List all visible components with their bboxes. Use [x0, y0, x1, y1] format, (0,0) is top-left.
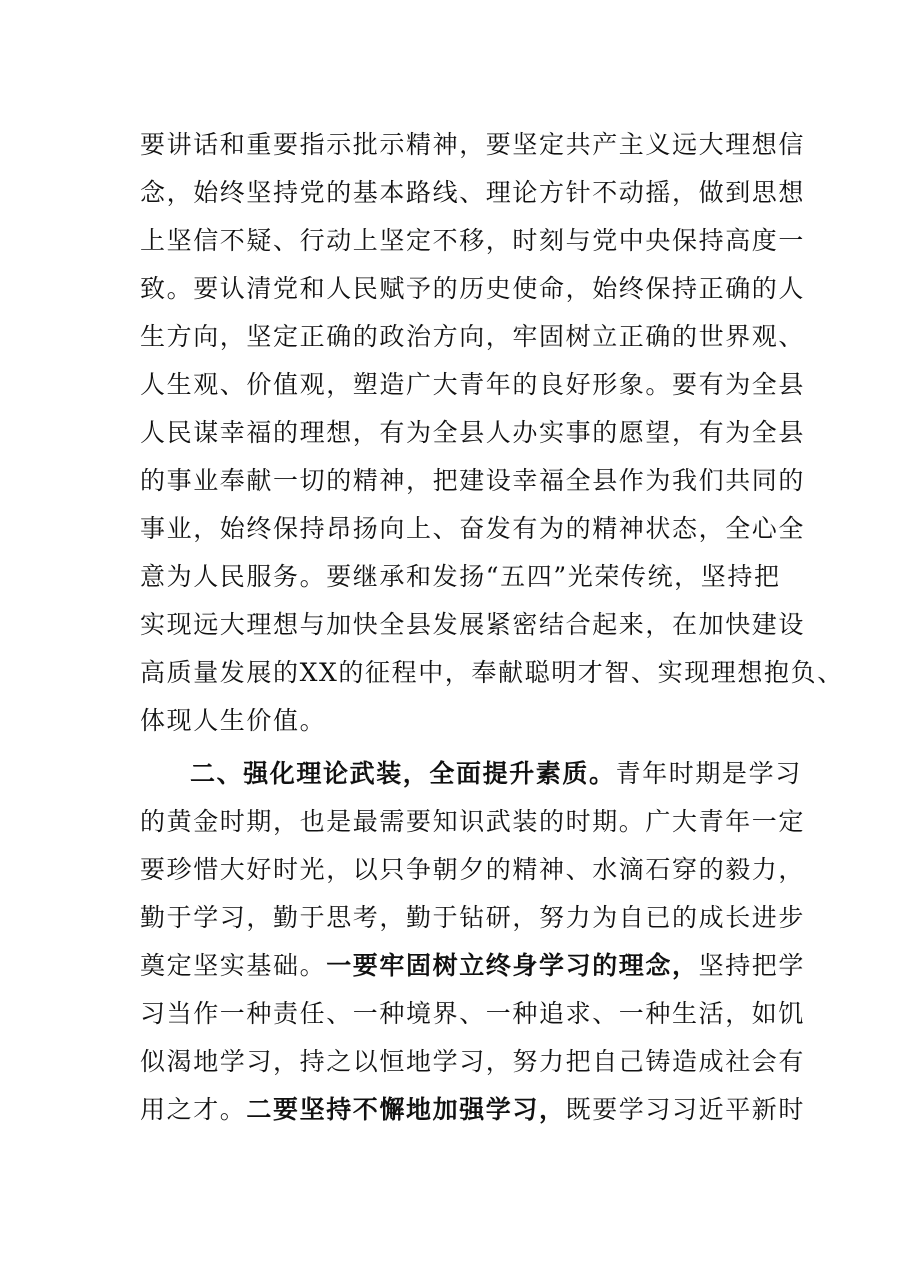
text-line: 上坚信不疑、行动上坚定不移，时刻与党中央保持高度一 [140, 226, 806, 255]
text-line [140, 750, 800, 798]
text-line: 生方向，坚定正确的政治方向，牢固树立正确的世界观、 [140, 322, 806, 351]
text-line [140, 942, 806, 990]
emphasis-text: 一要牢固树立终身学习的理念， [326, 951, 699, 980]
section-heading: 二、强化理论武装，全面提升素质。 [190, 759, 616, 788]
text-line: 似渴地学习，持之以恒地学习，努力把自己铸造成社会有 [140, 1047, 806, 1076]
text-run: 奠定坚实基础。 [140, 951, 327, 980]
paragraph-2 [140, 750, 806, 1134]
text-run: 坚持把学 [698, 951, 806, 980]
text-line: 实现远大理想与加快全县发展紧密结合起来，在加快建设 [140, 610, 806, 639]
text-line: 勤于学习，勤于思考，勤于钻研，努力为自已的成长进步 [140, 903, 806, 932]
text-line: 致。要认清党和人民赋予的历史使命，始终保持正确的人 [140, 274, 806, 303]
text-line [140, 1086, 806, 1134]
text-line: 习当作一种责任、一种境界、一种追求、一种生活，如饥 [140, 999, 806, 1028]
text-line: 高质量发展的XX的征程中，奉献聪明才智、实现理想抱负、 [140, 658, 844, 687]
text-line: 人生观、价值观，塑造广大青年的良好形象。要有为全县 [140, 370, 806, 399]
text-line: 要讲话和重要指示批示精神，要坚定共产主义远大理想信 [140, 130, 806, 159]
text-line: 要珍惜大好时光，以只争朝夕的精神、水滴石穿的毅力， [140, 855, 806, 884]
text-run: 用之才。 [140, 1095, 247, 1124]
text-run: 既要学习习近平新时 [565, 1095, 806, 1124]
paragraph-1 [140, 121, 844, 745]
text-line: 念，始终坚持党的基本路线、理论方针不动摇，做到思想 [140, 178, 806, 207]
text-line: 意为人民服务。要继承和发扬“五四”光荣传统，坚持把 [140, 562, 781, 591]
text-line: 人民谋幸福的理想，有为全县人办实事的愿望，有为全县 [140, 418, 806, 447]
text-line: 的黄金时期，也是最需要知识武装的时期。广大青年一定 [140, 807, 806, 836]
text-run: 青年时期是学习 [615, 759, 802, 788]
text-line: 的事业奉献一切的精神，把建设幸福全县作为我们共同的 [140, 466, 806, 495]
text-line: 体现人生价值。 [140, 706, 327, 735]
emphasis-text: 二要坚持不懈地加强学习， [246, 1095, 566, 1124]
text-line: 事业，始终保持昂扬向上、奋发有为的精神状态，全心全 [140, 514, 806, 543]
